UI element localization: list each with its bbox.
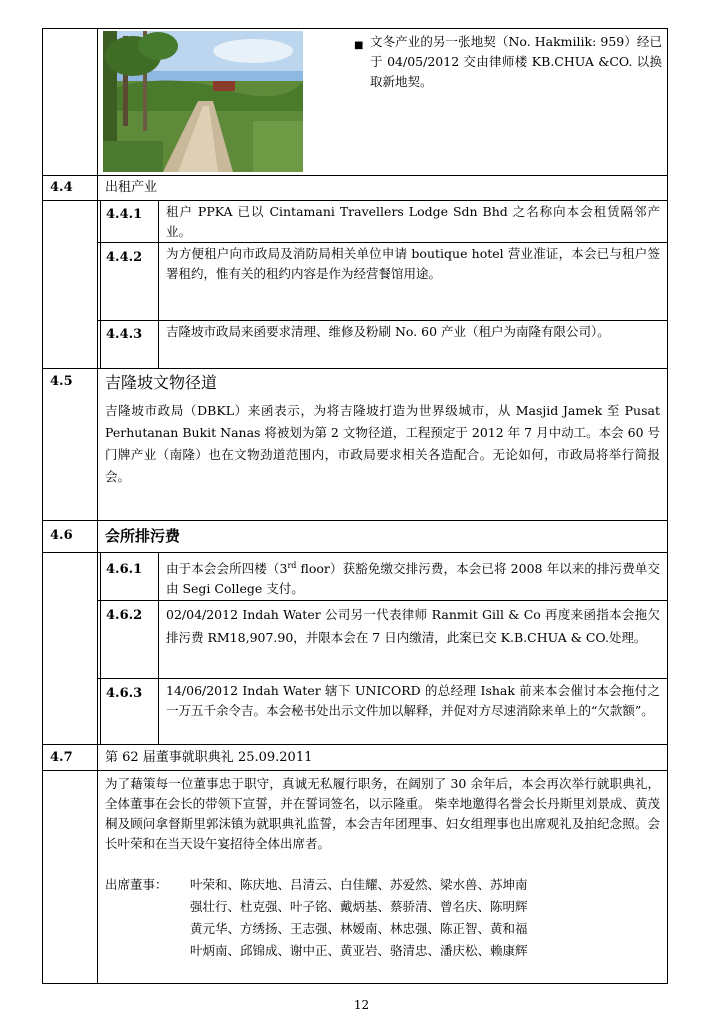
table-border-right [667,28,668,984]
attendees-line: 强壮行、杜克强、叶子铭、戴炳基、蔡骄清、曾名庆、陈明辉 [190,899,528,914]
table-border-left [42,28,43,984]
row-divider [42,175,668,176]
sub-divider-44-left [100,200,101,368]
top-row-text: 文冬产业的另一张地契（No. Hakmilik: 959）经已于 04/05/2012 交由律师楼 KB.CHUA &CO. 以换取新地契。 [370,34,662,89]
row-divider [42,520,668,521]
item-text: 14/06/2012 Indah Water 辖下 UNICORD 的总经理 Ishak 前来本会催讨本会拖付之一万五千余令吉。本会秘书处出示文件加以解释，并促对方尽速消除来单上的“欠款额”。 [166,683,660,718]
item-text: 吉隆坡市政局来函要求清理、维修及粉刷 No. 60 产业（租户为南隆有限公司）。 [166,324,610,339]
item-number: 4.6.3 [106,686,143,701]
item-number: 4.4.1 [106,207,143,222]
row-divider [97,600,668,601]
item-number: 4.6.1 [106,562,143,577]
section-number: 4.5 [50,374,73,389]
column-divider [97,28,98,984]
page-number: 12 [353,998,370,1012]
section-title: 出租产业 [105,180,158,195]
item-number: 4.4.2 [106,250,143,265]
attendees-label: 出席董事： [105,877,168,892]
section-number: 4.6 [50,528,73,543]
sub-divider-46-left [100,552,101,744]
attendees-line: 叶荣和、陈庆地、吕清云、白佳耀、苏爱然、梁水兽、苏坤南 [190,877,528,892]
sub-divider-44-right [158,200,159,368]
row-divider [97,242,668,243]
attendees-line: 叶炳南、邱锦成、谢中正、黄亚岩、骆清忠、潘庆松、赖康辉 [190,943,528,958]
section-title: 会所排污费 [105,527,181,545]
section-title: 第 62 届董事就职典礼 25.09.2011 [105,750,313,765]
table-border-top [42,28,668,29]
attendees-line: 黄元华、方绣扬、王志强、林嫒南、林忠强、陈正智、黄和福 [190,921,528,936]
sub-divider-46-right [158,552,159,744]
land-photo [103,31,303,172]
item-text: 由于本会会所四楼（3rd floor）获豁免缴交排污费，本会已将 2008 年以来的排污费单交由 Segi College 支付。 [166,561,660,597]
item-text: 租户 PPKA 已以 Cintamani Travellers Lodge Sdn Bhd 之名称向本会租赁隔邻产业。 [166,204,660,239]
section-number: 4.4 [50,180,73,195]
item-number: 4.6.2 [106,608,143,623]
row-divider [42,770,668,771]
row-divider [42,552,668,553]
section-text: 为了藉策每一位董事忠于职守，真诚无私履行职务，在阔别了 30 余年后，本会再次举行就职典礼，全体董事在会长的带领下宣誓，并在誓词签名，以示隆重。 柴幸地邀得名誉会长丹斯里刘景成、黄茂桐及顾问拿督斯里郭沫镇为就职典礼监誓，本会吉年团理事、妇女组理事也出席观礼及拍纪念照。会长叶荣和在当天设午宴招待全体出席者。 [105,776,660,851]
row-divider [97,320,668,321]
bullet-icon: ■ [354,40,364,51]
row-divider [42,744,668,745]
table-border-bottom [42,983,668,984]
item-number: 4.4.3 [106,327,143,342]
section-title: 吉隆坡文物径道 [105,373,218,392]
item-text: 为方便租户向市政局及消防局相关单位申请 boutique hotel 营业准证，本会已与租户签署租约，惟有关的租约内容是作为经营餐馆用途。 [166,246,660,281]
item-text: 02/04/2012 Indah Water 公司另一代表律师 Ranmit Gill & Co 再度来函指本会拖欠排污费 RM18,907.90，并限本会在 7 日内缴清，此案已交 K.B.CHUA & CO.处理。 [166,607,660,645]
row-divider [42,200,668,201]
row-divider [42,368,668,369]
row-divider [97,678,668,679]
section-text: 吉隆坡市政局（DBKL）来函表示，为将吉隆坡打造为世界级城市，从 Masjid Jamek 至 Pusat Perhutanan Bukit Nanas 将被划为第 2 文物径道，工程预定于 2012 年 7 月中动工。本会 60 号门牌产业（南隆）也在文物劲道范围内，市政局要求相关各造配合。无论如何，市政局将举行简报会。 [105,403,660,484]
section-number: 4.7 [50,750,73,765]
